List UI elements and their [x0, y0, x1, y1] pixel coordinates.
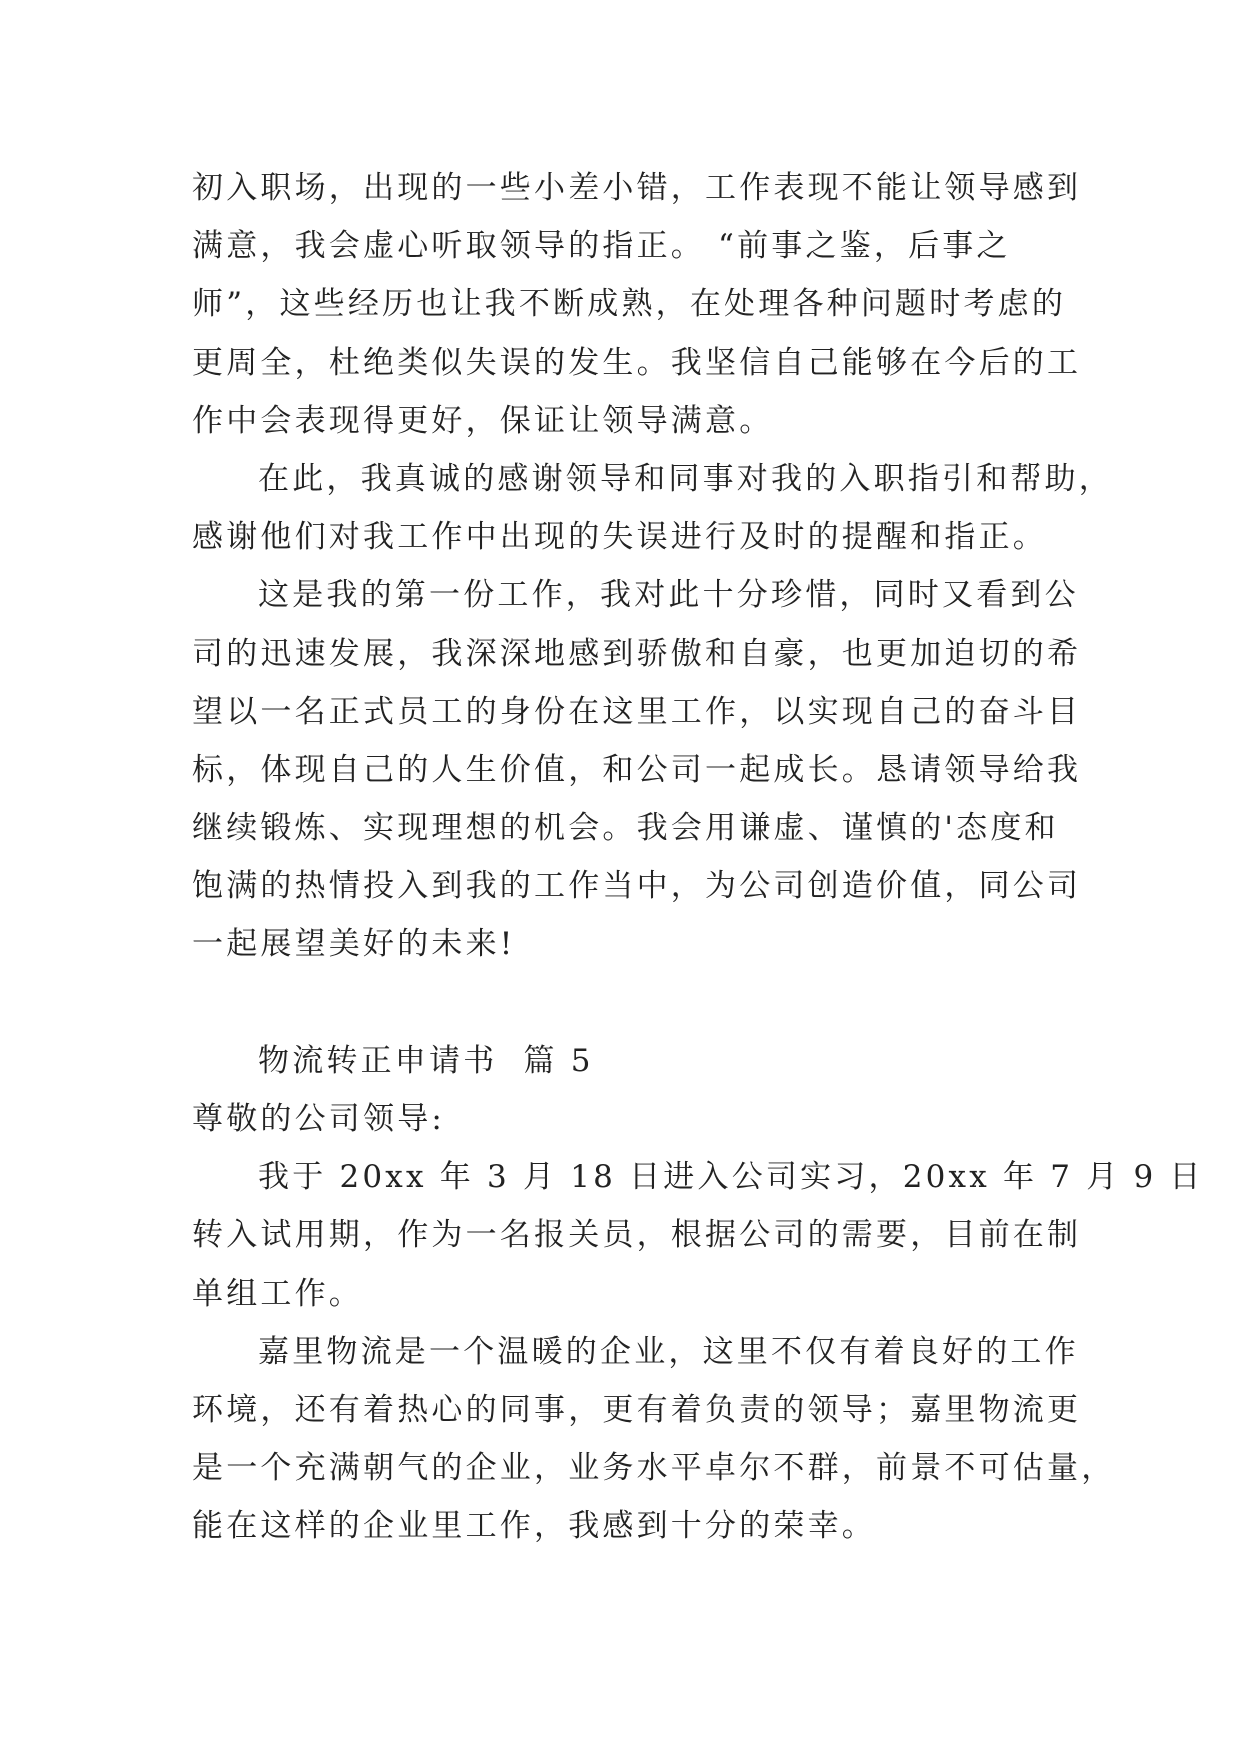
text-line: 师”，这些经历也让我不断成熟，在处理各种问题时考虑的 [192, 286, 1067, 323]
text-line: 感谢他们对我工作中出现的失误进行及时的提醒和指正。 [192, 519, 1047, 556]
text-line: 继续锻炼、实现理想的机会。我会用谦虚、谨慎的'态度和 [192, 810, 1059, 847]
section-heading: 物流转正申请书 篇 5 [258, 1042, 594, 1079]
text-line: 转入试用期，作为一名报关员，根据公司的需要，目前在制 [192, 1217, 1082, 1254]
text-line: 望以一名正式员工的身份在这里工作，以实现自己的奋斗目 [192, 693, 1082, 730]
text-line: 我于 20xx 年 3 月 18 日进入公司实习，20xx 年 7 月 9 日 [258, 1159, 1204, 1196]
text-line: 满意，我会虚心听取领导的指正。 “前事之鉴，后事之 [192, 228, 1011, 265]
text-line: 在此，我真诚的感谢领导和同事对我的入职指引和帮助， [258, 460, 1113, 497]
text-line: 环境，还有着热心的同事，更有着负责的领导；嘉里物流更 [192, 1391, 1082, 1428]
paragraph-company [192, 1323, 1116, 1556]
text-line: 能在这样的企业里工作，我感到十分的荣幸。 [192, 1508, 876, 1545]
text-line: 司的迅速发展，我深深地感到骄傲和自豪，也更加迫切的希 [192, 635, 1082, 672]
text-line: 这是我的第一份工作，我对此十分珍惜，同时又看到公 [258, 577, 1079, 614]
salutation: 尊敬的公司领导: [192, 1101, 446, 1137]
text-line: 饱满的热情投入到我的工作当中，为公司创造价值，同公司 [192, 868, 1082, 905]
paragraph-first-job [192, 566, 1082, 973]
paragraph-thanks [192, 450, 1113, 566]
text-line: 一起展望美好的未来! [192, 926, 516, 963]
text-line: 更周全，杜绝类似失误的发生。我坚信自己能够在今后的工 [192, 344, 1082, 381]
text-line: 初入职场，出现的一些小差小错，工作表现不能让领导感到 [192, 170, 1082, 206]
section-spacer [192, 974, 1050, 1032]
paragraph-continuation [192, 159, 1082, 450]
document-body [192, 159, 1204, 1556]
text-line: 嘉里物流是一个温暖的企业，这里不仅有着良好的工作 [258, 1333, 1079, 1370]
text-line: 单组工作。 [192, 1275, 363, 1312]
text-line: 标，体现自己的人生价值，和公司一起成长。恳请领导给我 [192, 751, 1082, 788]
text-line: 是一个充满朝气的企业，业务水平卓尔不群，前景不可估量， [192, 1450, 1116, 1487]
text-line: 作中会表现得更好，保证让领导满意。 [192, 402, 774, 439]
paragraph-internship [192, 1148, 1204, 1323]
